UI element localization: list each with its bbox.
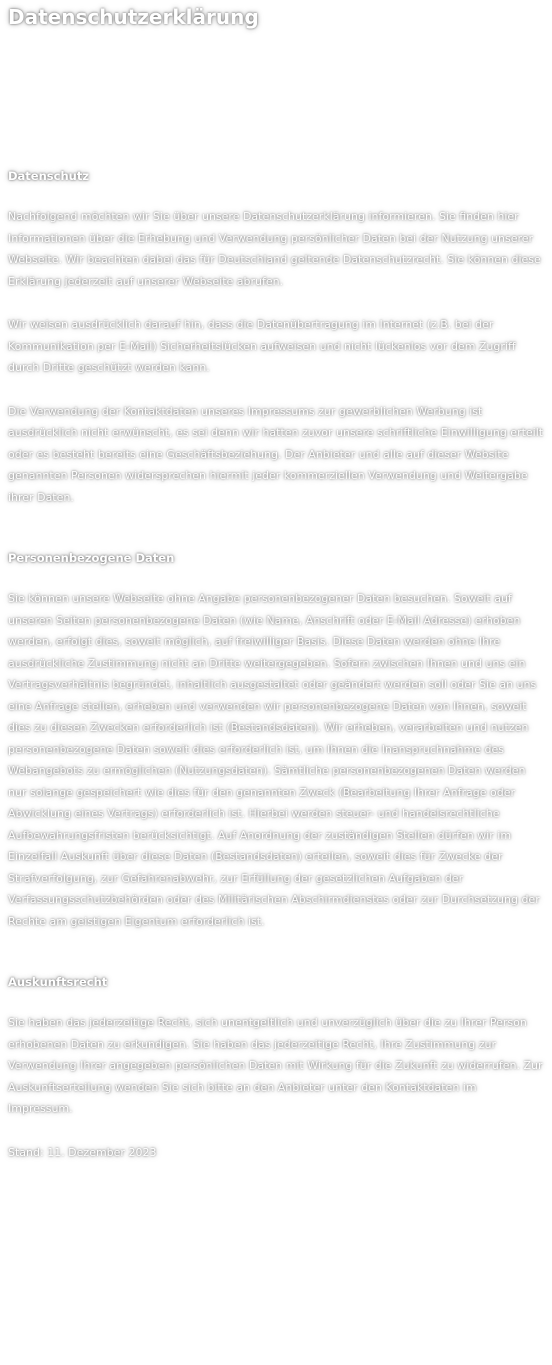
paragraph: Sie können unsere Webseite ohne Angabe personenbezogener Daten besuchen. Soweit auf unseren Seiten personenbezogene Daten (wie Name, Anschrift oder E-Mail Adresse) erhoben werden, erfolgt dies, soweit möglich, auf freiwilliger Basis. Diese Daten werden ohne Ihre ausdrückliche Zustimmung nicht an Dritte weitergegeben. Sofern zwischen Ihnen und uns ein Vertragsverhältnis begründet, inhaltlich ausgestaltet oder geändert werden soll oder Sie an uns eine Anfrage stellen, erheben und verwenden wir personenbezogene Daten von Ihnen, soweit dies zu diesen Zwecken erforderlich ist (Bestandsdaten). Wir erheben, verarbeiten und nutzen personenbezogene Daten soweit dies erforderlich ist, um Ihnen die Inanspruchnahme des Webangebots zu ermöglichen (Nutzungsdaten). Sämtliche personenbezogenen Daten werden nur solange gespeichert wie dies für den genannten Zweck (Bearbeitung Ihrer Anfrage oder Abwicklung eines Vertrags) erforderlich ist. Hierbei werden steuer- und handelsrechtliche Aufbewahrungsfristen berücksichtigt. Auf Anordnung der zuständigen Stellen dürfen wir im Einzelfall Auskunft über diese Daten (Bestandsdaten) erteilen, soweit dies für Zwecke der Strafverfolgung, zur Gefahrenabwehr, zur Erfüllung der gesetzlichen Aufgaben der Verfassungsschutzbehörden oder des Militärischen Abschirmdienstes oder zur Durchsetzung der Rechte am geistigen Eigentum erforderlich ist. (8, 592, 540, 928)
header-spacer (8, 30, 544, 168)
paragraph: Wir weisen ausdrücklich darauf hin, dass die Datenübertragung im Internet (z.B. bei der Kommunikation per E-Mail) Sicherheitslücken aufweisen und nicht lückenlos vor dem Zugriff durch Dritte geschützt werden kann. (8, 318, 516, 374)
page-title: Datenschutzerklärung (8, 5, 259, 29)
section-personenbezogene-daten (8, 550, 544, 932)
paragraph: Die Verwendung der Kontaktdaten unseres Impressums zur gewerblichen Werbung ist ausdrücklich nicht erwünscht, es sei denn wir hatten zuvor unsere schriftliche Einwilligung erteilt oder es besteht bereits eine Geschäftsbeziehung. Der Anbieter und alle auf dieser Website genannten Personen widersprechen hiermit jeder kommerziellen Verwendung und Weitergabe ihrer Daten. (8, 404, 544, 504)
paragraph: Nachfolgend möchten wir Sie über unsere Datenschutzerklärung informieren. Sie finden hier Informationen über die Erhebung und Verwendung persönlicher Daten bei der Nutzung unserer Webseite. Wir beachten dabei das für Deutschland geltende Datenschutzrecht. Sie können diese Erklärung jederzeit auf unserer Webseite abrufen. (8, 210, 541, 288)
last-updated: Stand: 11. Dezember 2023 (8, 1145, 157, 1159)
paragraph: Sie haben das jederzeitige Recht, sich unentgeltlich und unverzüglich über die zu Ihrer Person erhobenen Daten zu erkundigen. Sie haben das jederzeitige Recht, Ihre Zustimmung zur Verwendung Ihrer angegeben persönlichen Daten mit Wirkung für die Zukunft zu widerrufen. Zur Auskunftserteilung wenden Sie sich bitte an den Anbieter unter den Kontaktdaten im Impressum. (8, 1016, 543, 1115)
section-heading: Personenbezogene Daten (8, 551, 175, 565)
section-heading: Auskunftsrecht (8, 975, 108, 989)
section-datenschutz (8, 168, 544, 508)
section-heading: Datenschutz (8, 169, 90, 183)
section-auskunftsrecht (8, 974, 544, 1163)
